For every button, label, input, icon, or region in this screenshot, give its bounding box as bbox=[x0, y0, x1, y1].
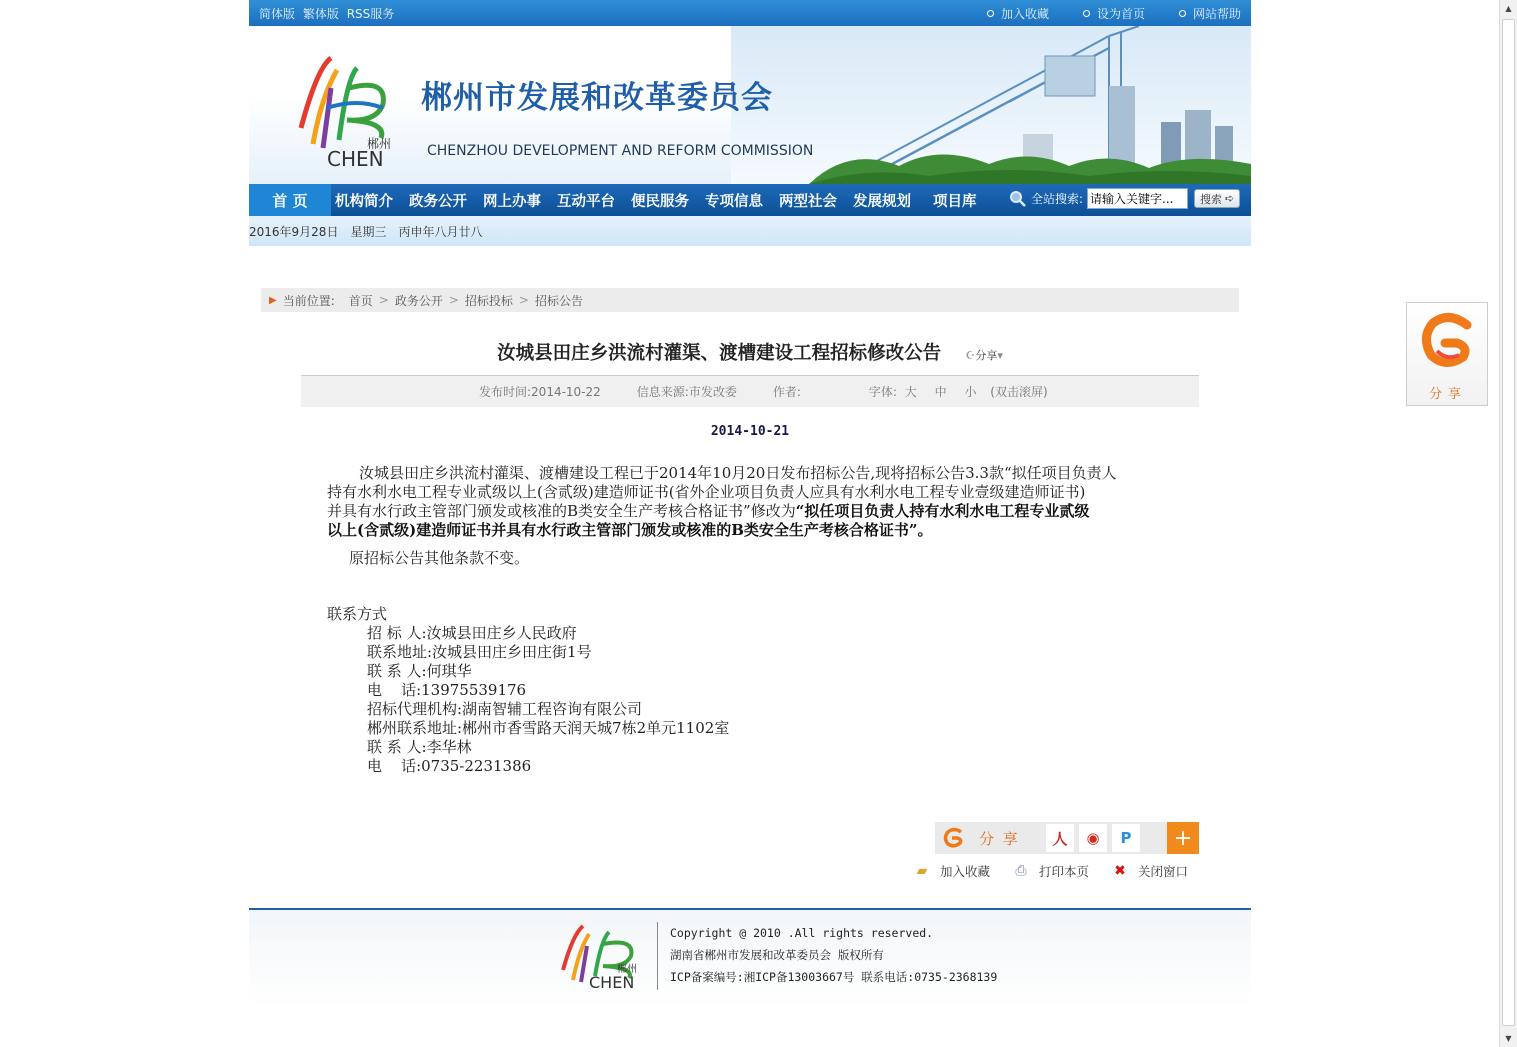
nav-item-development-plan[interactable]: 发展规划 bbox=[853, 193, 911, 210]
header-banner bbox=[249, 26, 1251, 184]
footer-copyright: Copyright @ 2010 .All rights reserved. bbox=[670, 926, 934, 940]
share-logo-icon: ☪ bbox=[965, 349, 976, 362]
add-favorite-button[interactable] bbox=[913, 862, 990, 880]
breadcrumb-separator-icon: > bbox=[448, 293, 459, 307]
simplified-link[interactable]: 简体版 bbox=[259, 6, 296, 21]
share-bar bbox=[935, 822, 1199, 854]
bullet-icon bbox=[987, 10, 994, 17]
close-window-label: 关闭窗口 bbox=[1138, 864, 1189, 879]
chen-logo bbox=[287, 48, 397, 168]
scroll-down-icon[interactable]: ▼ bbox=[1505, 1034, 1512, 1043]
paragraph-1-line-3-text: 并具有水行政主管部门颁发或核准的B类安全生产考核合格证书”修改为 bbox=[327, 502, 796, 520]
site-subtitle: CHENZHOU DEVELOPMENT AND REFORM COMMISSION bbox=[427, 143, 814, 159]
footer bbox=[249, 908, 1251, 1008]
title-share-label: 分享 bbox=[975, 349, 998, 362]
add-favorite-label: 加入收藏 bbox=[1000, 6, 1049, 21]
floating-share-label: 分享 bbox=[1428, 387, 1467, 402]
content-area bbox=[249, 246, 1251, 896]
close-icon: ✖ bbox=[1114, 863, 1126, 879]
article-title-row bbox=[249, 339, 1251, 365]
title-share-button[interactable] bbox=[966, 349, 1003, 362]
breadcrumb-home[interactable]: 首页 bbox=[348, 293, 373, 308]
add-favorite-label: 加入收藏 bbox=[940, 864, 991, 879]
site-help-label: 网站帮助 bbox=[1192, 6, 1241, 21]
logo-text-en: CHEN bbox=[327, 147, 384, 168]
search-button-label: 搜索 bbox=[1199, 192, 1222, 206]
dropdown-arrow-icon: ▾ bbox=[997, 349, 1003, 362]
nav-item-project-library[interactable]: 项目库 bbox=[933, 193, 977, 210]
folder-star-icon: ▰ bbox=[916, 863, 928, 879]
scroll-hint: (双击滚屏) bbox=[990, 385, 1048, 399]
magnifier-icon bbox=[1009, 190, 1027, 208]
publish-time: 发布时间:2014-10-22 bbox=[479, 385, 601, 399]
breadcrumb-separator-icon: > bbox=[378, 293, 389, 307]
bullet-icon bbox=[1083, 10, 1090, 17]
font-size-small[interactable]: 小 bbox=[964, 385, 977, 399]
rss-link[interactable]: RSS服务 bbox=[346, 6, 395, 21]
bullet-icon bbox=[1179, 10, 1186, 17]
site-help-link[interactable] bbox=[1179, 5, 1241, 22]
top-bar bbox=[249, 0, 1251, 26]
author: 作者: bbox=[772, 385, 801, 399]
footer-divider bbox=[657, 922, 658, 990]
footer-owner: 湖南省郴州市发展和改革委员会 版权所有 bbox=[670, 948, 884, 962]
contact-heading: 联系方式 bbox=[327, 605, 388, 623]
print-button[interactable] bbox=[1012, 862, 1089, 880]
nav-item-government-affairs[interactable]: 政务公开 bbox=[409, 193, 467, 210]
printer-icon: ⎙ bbox=[1015, 863, 1027, 879]
nav-home[interactable]: 首 页 bbox=[249, 184, 331, 216]
search-label: 全站搜索: bbox=[1031, 192, 1084, 206]
date-bar bbox=[249, 216, 1251, 246]
share-swirl-icon bbox=[1419, 311, 1477, 371]
current-weekday: 星期三 bbox=[350, 224, 387, 239]
contact-block bbox=[327, 605, 1177, 776]
contact-row: 招 标 人:汝城县田庄乡人民政府 bbox=[367, 624, 577, 642]
article-date: 2014-10-21 bbox=[710, 424, 790, 439]
tencent-weibo-icon[interactable]: P bbox=[1112, 824, 1140, 852]
paragraph-2: 原招标公告其他条款不变。 bbox=[349, 549, 530, 567]
font-size-medium[interactable]: 中 bbox=[934, 385, 947, 399]
breadcrumb-bid-notice[interactable]: 招标公告 bbox=[534, 293, 583, 308]
info-source: 信息来源:市发改委 bbox=[636, 385, 737, 399]
close-window-button[interactable] bbox=[1111, 862, 1188, 880]
footer-logo-text-en: CHEN bbox=[589, 973, 635, 990]
paragraph-1 bbox=[327, 464, 1177, 540]
language-links bbox=[259, 5, 398, 22]
paragraph-1-line-3 bbox=[327, 502, 1177, 521]
contact-row: 联系地址:汝城县田庄乡田庄街1号 bbox=[367, 643, 592, 661]
utility-links bbox=[953, 5, 1241, 22]
search-input[interactable] bbox=[1087, 188, 1188, 209]
paragraph-1-line-2: 持有水利水电工程专业贰级以上(含贰级)建造师证书(省外企业项目负责人应具有水利水电工程专业壹级建造师证书) bbox=[327, 483, 1086, 501]
weibo-icon[interactable]: ◉ bbox=[1079, 824, 1107, 852]
search-button[interactable] bbox=[1194, 189, 1240, 208]
breadcrumb-label: 当前位置: bbox=[282, 293, 335, 308]
page-actions bbox=[913, 862, 1210, 880]
breadcrumb bbox=[261, 288, 1239, 312]
renren-icon[interactable]: 人 bbox=[1046, 824, 1074, 852]
nav-item-online-services[interactable]: 网上办事 bbox=[483, 193, 541, 210]
set-homepage-link[interactable] bbox=[1083, 5, 1145, 22]
share-logo-icon[interactable] bbox=[935, 822, 973, 854]
contact-row: 郴州联系地址:郴州市香雪路天润天城7栋2单元1102室 bbox=[367, 719, 730, 737]
contact-row: 电 话:13975539176 bbox=[367, 681, 527, 699]
scrollbar-thumb[interactable] bbox=[1502, 19, 1515, 1026]
footer-logo-text-cn: 郴州 bbox=[617, 964, 637, 975]
paragraph-1-line-4 bbox=[327, 521, 1177, 540]
logo-text-cn: 郴州 bbox=[367, 137, 392, 151]
nav-item-two-type-society[interactable]: 两型社会 bbox=[779, 193, 837, 210]
scroll-up-icon[interactable]: ▲ bbox=[1505, 4, 1512, 13]
nav-item-organization[interactable]: 机构简介 bbox=[335, 193, 393, 210]
nav-item-interaction[interactable]: 互动平台 bbox=[557, 193, 615, 210]
main-nav bbox=[249, 184, 1251, 216]
article-meta bbox=[301, 375, 1199, 407]
site-search bbox=[1009, 188, 1240, 209]
footer-icp: ICP备案编号:湘ICP备13003667号 联系电话:0735-2368139 bbox=[670, 970, 998, 984]
site-container bbox=[249, 0, 1251, 990]
footer-text bbox=[670, 922, 997, 988]
footer-logo bbox=[553, 920, 645, 990]
site-title: 郴州市发展和改革委员会 bbox=[421, 80, 773, 116]
floating-share-widget[interactable] bbox=[1406, 302, 1488, 406]
article-title: 汝城县田庄乡洪流村灌渠、渡槽建设工程招标修改公告 bbox=[497, 343, 942, 364]
contact-row: 招标代理机构:湖南智辅工程咨询有限公司 bbox=[367, 700, 643, 718]
add-favorite-link[interactable] bbox=[987, 5, 1049, 22]
traditional-link[interactable]: 繁体版 bbox=[302, 6, 339, 21]
contact-row: 联 系 人:李华林 bbox=[367, 738, 472, 756]
current-date: 2016年9月28日 bbox=[249, 224, 339, 239]
print-label: 打印本页 bbox=[1039, 864, 1090, 879]
breadcrumb-bidding[interactable]: 招标投标 bbox=[464, 293, 513, 308]
paragraph-1-bold-b: 以上(含贰级)建造师证书并具有水行政主管部门颁发或核准的B类安全生产考核合格证书”。 bbox=[327, 521, 933, 539]
more-share-button[interactable]: + bbox=[1167, 822, 1199, 854]
font-size-label: 字体: bbox=[868, 385, 897, 399]
font-size-large[interactable]: 大 bbox=[904, 385, 917, 399]
breadcrumb-separator-icon: > bbox=[518, 293, 529, 307]
lunar-date: 丙申年八月廿八 bbox=[398, 224, 483, 239]
nav-item-special-info[interactable]: 专项信息 bbox=[705, 193, 763, 210]
contact-row: 电 话:0735-2231386 bbox=[367, 757, 532, 775]
paragraph-1-line-1: 汝城县田庄乡洪流村灌渠、渡槽建设工程已于2014年10月20日发布招标公告,现将招标公告3.3款“拟任项目负责人 bbox=[359, 464, 1117, 482]
share-label[interactable]: 分 享 bbox=[979, 829, 1020, 848]
font-size-control bbox=[869, 383, 1048, 400]
set-homepage-label: 设为首页 bbox=[1096, 6, 1145, 21]
share-swirl-icon bbox=[942, 826, 966, 850]
paragraph-1-bold-a: “拟任项目负责人持有水利水电工程专业贰级 bbox=[795, 502, 1090, 520]
nav-item-public-services[interactable]: 便民服务 bbox=[631, 193, 689, 210]
article-body bbox=[327, 464, 1177, 776]
arrow-right-icon: ➪ bbox=[1224, 192, 1235, 205]
vertical-scrollbar[interactable] bbox=[1499, 0, 1517, 1047]
contact-row: 联 系 人:何琪华 bbox=[367, 662, 472, 680]
breadcrumb-government-affairs[interactable]: 政务公开 bbox=[394, 293, 443, 308]
crane-cityscape-illustration bbox=[809, 26, 1251, 184]
breadcrumb-arrow-icon: ▶ bbox=[269, 294, 277, 306]
